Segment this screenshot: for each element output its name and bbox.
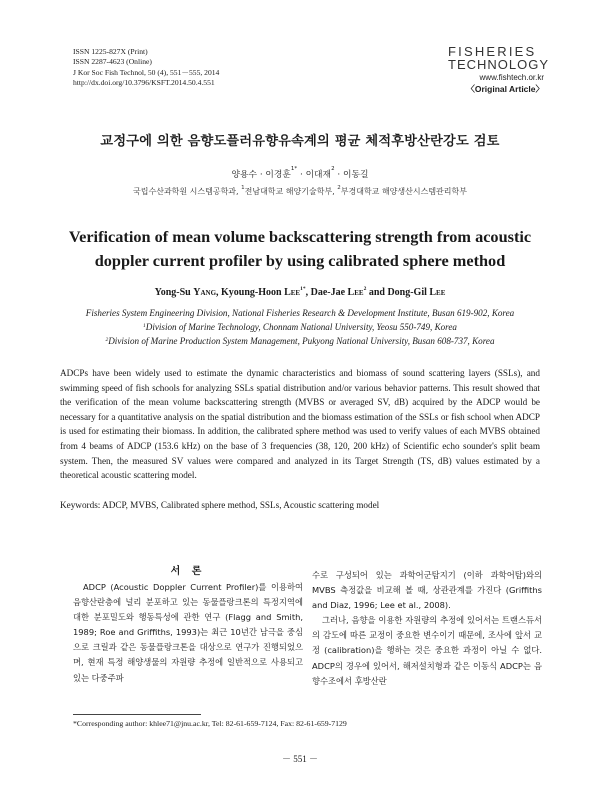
body-paragraph: ADCP (Acoustic Doppler Current Profiler)를 이용하여 음향산란층에 널리 분포하고 있는 동물플랑크톤의 특정지역에 대한 분포밀도와 행동특성에 관한 연구 (Flagg and Smith, 1989; Roe and Griffiths, 1993)는 최근 10년간 남극을 중심으로 크릴과 같은 동물플랑크톤을 대상으로 연구가 진행되었으며, 현재 특정 해양생물의 자원량 추정에 일반적으로 사용되고 있는 다중주파 (73, 582, 303, 683)
author-given-name: Kyoung-Hoon (221, 287, 285, 298)
journal-url[interactable]: www.fishtech.or.kr (479, 73, 544, 82)
affil-sup: 1 (241, 185, 245, 191)
korean-affiliations (0, 186, 600, 197)
page-number: － 551 － (281, 754, 318, 764)
affiliation-sup: 2 (105, 337, 109, 344)
section-heading: 서 론 (170, 566, 206, 577)
author-family-name: Lee (284, 287, 301, 298)
affil-text: 국립수산과학원 시스템공학과, (133, 187, 242, 196)
author-given-name: Yong-Su (154, 287, 194, 298)
author-name: 이동길 (342, 170, 369, 180)
author-sup: 2 (363, 286, 367, 292)
journal-meta (73, 47, 219, 88)
english-authors (0, 287, 600, 298)
issn-online: ISSN 2287-4623 (Online) (73, 57, 152, 67)
corresponding-author-footnote: *Corresponding author: khlee71@jnu.ac.kr, Tel: 82-61-659-7124, Fax: 82-61-659-7129 (73, 719, 347, 728)
author-name: 양용수 (231, 170, 258, 180)
affiliation-sup: 1 (143, 323, 146, 330)
author-separator: · (257, 170, 266, 180)
affil-text: 전남대학교 해양기술학부, (244, 187, 338, 196)
affil-text: 부경대학교 해양생산시스템관리학부 (340, 187, 467, 196)
english-title: Verification of mean volume backscattering strength from acoustic doppler current profiler by using calibrated sphere method (68, 227, 532, 270)
author-given-name: Dong-Gil (387, 287, 430, 298)
keywords-line: Keywords: ADCP, MVBS, Calibrated sphere method, SSLs, Acoustic scattering model (60, 500, 380, 510)
affiliation-line (30, 306, 570, 320)
author-name: 이대재 (305, 170, 332, 180)
english-affiliations (30, 306, 570, 349)
author-separator: , (305, 287, 311, 298)
body-column-left (73, 565, 303, 686)
author-sup: 1* (290, 166, 298, 172)
issn-print: ISSN 1225-827X (Print) (73, 47, 148, 56)
korean-title: 교정구에 의한 음향도플러유향유속계의 평균 체적후방산란강도 검토 (100, 134, 500, 149)
article-type-label: 〈Original Article〉 (466, 84, 544, 94)
footnote-divider (73, 714, 201, 715)
affiliation-line (30, 334, 570, 348)
abstract-paragraph: ADCPs have been widely used to estimate the dynamic characteristics and biomass of sound scattering layers (SSLs), and swimming speed of fish schools for analyzing SSLs spatial distribution and/or various behavior patterns. This result showed that the verification of the mean volume backscattering strength (MVBS or averaged SV, dB) acquired by the ADCP would be necessary for a quantitative analysis on the spatial distribution and the biomass estimation of the SSLs or fish school when ADCP is used for estimating their biomass. In addition, the calibrated sphere method was used to verify values of each MVBS obtained from 4 beams of ADCP (153.6 kHz) on the base of 3 frequencies (38, 120, 200 kHz) of Scientific echo sounder's split beam system. Then, the measured SV values were compared and analyzed in its Target Strength (TS, dB) values estimated by a theoretical acoustic scattering model. (60, 368, 540, 481)
author-name: 이경훈 (265, 170, 291, 180)
author-separator: · (334, 170, 343, 180)
affiliation-text: Fisheries System Engineering Division, National Fisheries Research & Development Institute, Busan 619-902, Korea (85, 308, 515, 318)
author-family-name: Lee (347, 287, 364, 298)
affiliation-text: Division of Marine Production System Management, Pukyong National University, Busan 608-737, Korea (108, 336, 495, 347)
author-family-name: Yang (193, 287, 217, 298)
author-sup: 1* (300, 286, 306, 292)
logo-word-fisheries: FISHERIES (448, 44, 537, 59)
author-separator: and (366, 287, 388, 298)
citation-line: J Kor Soc Fish Technol, 50 (4), 551－555, 2014 (73, 67, 220, 77)
author-given-name: Dae-Jae (310, 287, 348, 298)
affil-sup: 2 (337, 185, 341, 191)
author-family-name: Lee (429, 287, 446, 298)
author-separator: · (297, 170, 306, 180)
korean-authors (0, 167, 600, 180)
logo-word-technology: TECHNOLOGY (448, 57, 550, 72)
doi-link[interactable]: http://dx.doi.org/10.3796/KSFT.2014.50.4.551 (73, 77, 215, 87)
affiliation-line (30, 320, 570, 334)
author-sup: 2 (331, 166, 335, 172)
journal-logo (444, 44, 550, 95)
affiliation-text: Division of Marine Technology, Chonnam National University, Yeosu 550-749, Korea (145, 322, 457, 333)
author-separator: , (216, 287, 222, 298)
body-paragraph: 수로 구성되어 있는 과학어군탐지기 (이하 과학어탐)와의 MVBS 측정값을 비교해 볼 때, 상관관계를 가진다 (Griffiths and Diaz, 1996; Lee et al., 2008). (312, 570, 542, 611)
body-column-right (312, 568, 542, 689)
body-paragraph: 그러나, 음향을 이용한 자원량의 추정에 있어서는 트랜스듀서의 감도에 따른 교정이 중요한 변수이기 때문에, 조사에 앞서 교정 (calibration)을 행하는 것은 중요한 과정이 아닐 수 없다. ADCP의 경우에 있어서, 해저설치형과 같은 이동식 ADCP는 음향수조에서 후방산란 (312, 615, 542, 686)
